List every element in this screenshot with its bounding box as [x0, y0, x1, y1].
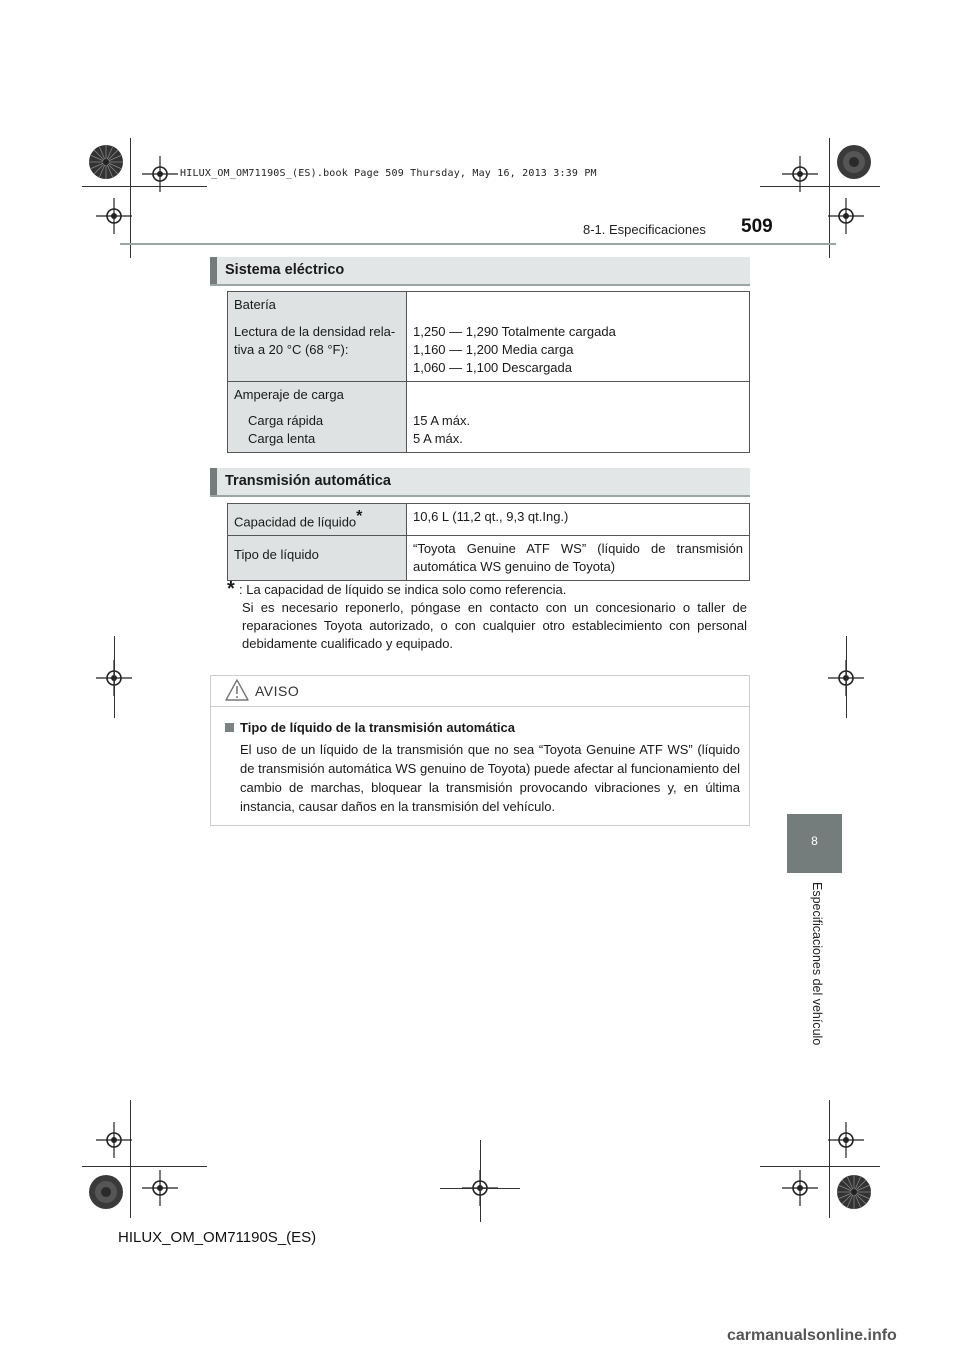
crop-mark: [114, 636, 115, 718]
footnote-body: Si es necesario reponerlo, póngase en contacto con un concesionario o taller de reparaciones Toyota autorizado, o con cualquier otro establecimiento con personal debidamente cualificado y equipado.: [242, 600, 747, 651]
table-cell-label: [228, 504, 407, 536]
table-row: [228, 536, 750, 581]
crop-mark: [82, 1166, 207, 1167]
footnote-first-line: : La capacidad de líquido se indica solo como referencia.: [239, 582, 567, 597]
capacity-label: Capacidad de líquido: [234, 514, 357, 530]
table-row: [228, 382, 750, 453]
header-rule: [120, 243, 836, 245]
caution-box: [210, 675, 750, 826]
footnote: [227, 578, 747, 653]
color-wheel-mark-icon: [88, 144, 124, 180]
battery-label: Batería: [234, 297, 276, 312]
registration-mark-icon: [828, 1122, 864, 1158]
electrical-table: [227, 291, 750, 453]
density-label-line-2: tiva a 20 °C (68 °F):: [234, 342, 349, 357]
book-stamp: HILUX_OM_OM71190S_(ES).book Page 509 Thursday, May 16, 2013 3:39 PM: [180, 168, 597, 179]
transmission-table: [227, 503, 750, 581]
chapter-tab: [787, 814, 842, 873]
page-number: 509: [741, 216, 773, 237]
section-title: 8-1. Especificaciones: [583, 222, 706, 237]
registration-mark-icon: [96, 198, 132, 234]
color-wheel-mark-icon: [836, 144, 872, 180]
registration-mark-icon: [782, 156, 818, 192]
chapter-side-label: Especificaciones del vehículo: [810, 882, 824, 1046]
crop-mark: [440, 1188, 520, 1189]
density-label-line-1: Lectura de la densidad rela-: [234, 324, 396, 339]
color-wheel-mark-icon: [88, 1174, 124, 1210]
fluid-type-label: Tipo de líquido: [234, 547, 319, 563]
fast-charge-value: 15 A máx.: [413, 413, 471, 428]
warning-triangle-icon: [225, 679, 249, 701]
caution-body: El uso de un líquido de la transmisión que no sea “Toyota Genuine ATF WS” (líquido de transmisión automática WS genuino de Toyota) puede afectar al funcionamiento del cambio de marchas, bloquear la transmisión provocando vibraciones y, en última instancia, causar daños en la transmisión del vehículo.: [240, 742, 740, 814]
table-cell-value: [407, 382, 750, 453]
section-header-bar: [210, 468, 217, 495]
table-cell-value: [407, 504, 750, 536]
table-cell-value: [407, 292, 750, 382]
slow-charge-label: Carga lenta: [248, 431, 316, 446]
density-value: 1,160 — 1,200 Media carga: [413, 342, 574, 357]
table-cell-label: [228, 382, 407, 453]
footnote-star: *: [227, 578, 235, 600]
crop-mark: [130, 1100, 131, 1218]
table-cell-label: [228, 536, 407, 581]
section-header-title: Sistema eléctrico: [225, 262, 345, 278]
document-id: HILUX_OM_OM71190S_(ES): [118, 1229, 317, 1246]
caution-label: AVISO: [255, 683, 300, 699]
density-value: 1,250 — 1,290 Totalmente cargada: [413, 324, 616, 339]
density-value: 1,060 — 1,100 Descargada: [413, 360, 572, 375]
section-header-electrical: [210, 257, 750, 286]
crop-mark: [829, 1100, 830, 1218]
table-row: [228, 504, 750, 536]
caution-header: [211, 676, 749, 707]
section-header-transmission: [210, 468, 750, 497]
registration-mark-icon: [142, 1170, 178, 1206]
registration-mark-icon: [828, 198, 864, 234]
charge-label: Amperaje de carga: [234, 387, 344, 402]
crop-mark: [846, 636, 847, 718]
section-header-bar: [210, 257, 217, 284]
watermark: carmanualsonline.info: [727, 1327, 897, 1344]
section-header-title: Transmisión automática: [225, 473, 391, 489]
caution-subtitle: Tipo de líquido de la transmisión automática: [225, 720, 515, 735]
table-row: [228, 292, 750, 382]
registration-mark-icon: [782, 1170, 818, 1206]
capacity-value: 10,6 L (11,2 qt., 9,3 qt.Ing.): [413, 509, 569, 524]
registration-mark-icon: [96, 1122, 132, 1158]
crop-mark: [480, 1140, 481, 1222]
crop-mark: [760, 1166, 880, 1167]
slow-charge-value: 5 A máx.: [413, 431, 463, 446]
registration-mark-icon: [142, 156, 178, 192]
fast-charge-label: Carga rápida: [248, 413, 324, 428]
fluid-type-value: “Toyota Genuine ATF WS” (líquido de transmisión automática WS genuino de Toyota): [413, 541, 743, 575]
chapter-number: 8: [811, 834, 818, 848]
color-wheel-mark-icon: [836, 1174, 872, 1210]
table-cell-value: [407, 536, 750, 581]
table-cell-label: [228, 292, 407, 382]
square-bullet-icon: [225, 723, 234, 732]
footnote-marker: *: [356, 508, 363, 525]
crop-mark: [760, 186, 880, 187]
